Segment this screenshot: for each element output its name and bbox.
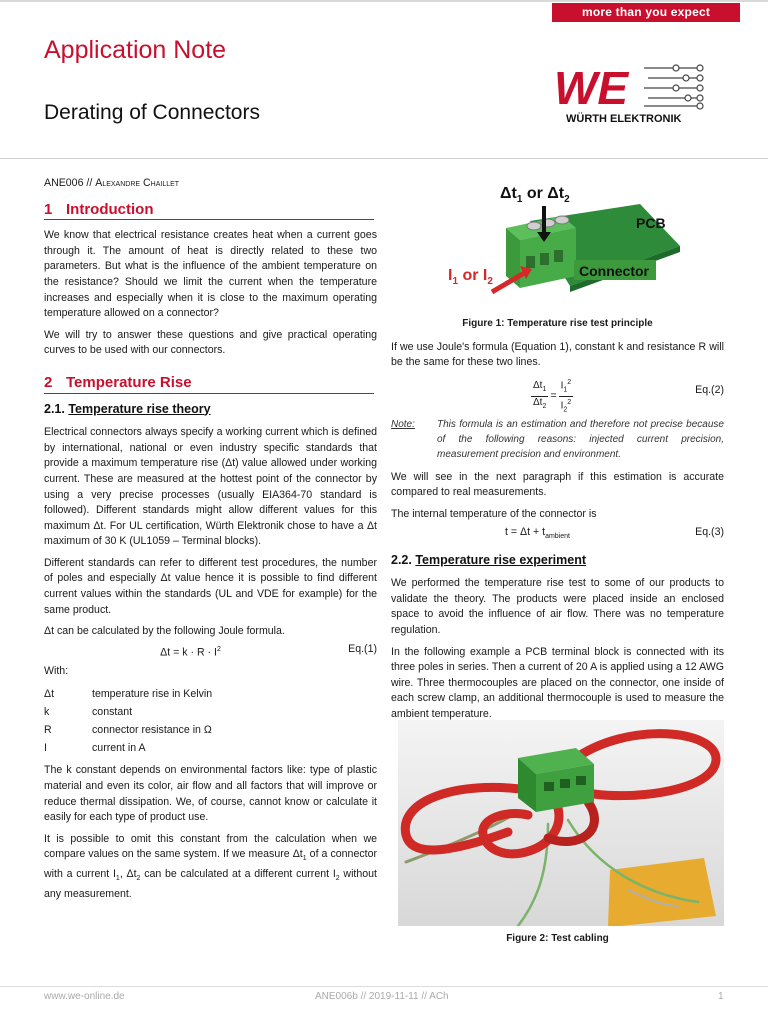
author-name: Alexandre Chaillet bbox=[95, 177, 180, 189]
equation-3-formula: $t = \Delta t + t_{ambient}$ bbox=[505, 525, 570, 540]
intro-paragraph-1: We know that electrical resistance creates heat when a current goes through it. The amount of heat is directly related to these two parameters. But what is the influence of the ambient temperature on the resistance? Should we limit the current when the temperature increases and especially when it is close to the maximum operating temperature allowed on a connector? bbox=[44, 229, 377, 320]
section-2-title: Temperature Rise bbox=[66, 373, 192, 391]
equation-1-formula: $\Delta t = k \cdot R \cdot I^2$ bbox=[160, 645, 221, 659]
pcb-label: PCB bbox=[636, 215, 666, 231]
note-block bbox=[391, 417, 724, 462]
doc-id: ANE006 // bbox=[44, 177, 93, 189]
footer-url[interactable]: www.we-online.de bbox=[44, 991, 125, 1002]
footer-rule bbox=[0, 986, 768, 987]
connector-label: Connector bbox=[579, 263, 649, 279]
current-label: $I_1$ or $I_2$ bbox=[448, 267, 493, 287]
doc-subtitle: Derating of Connectors bbox=[44, 101, 260, 124]
top-rule bbox=[0, 0, 768, 2]
footer-reference: ANE006b // 2019-11-11 // ACh bbox=[315, 991, 449, 1002]
note-label: Note: bbox=[391, 418, 415, 430]
figure-2-caption: Figure 2: Test cabling bbox=[506, 933, 609, 944]
right-column bbox=[391, 316, 724, 729]
section-2-heading bbox=[44, 375, 374, 394]
theory-paragraph-1: Electrical connectors always specify a working current which is defined by international, national or even industry specific standards that provide a maximum temperature rise (Δt) value allowed under working current. These are measured at the hottest point of the connector by using a very precise processes (usually EIA364-70 standard is followed). Different standards might allow different values for this maximum Δt. For UL certification, Würth Elektronik chose to have a Δt maximum of 30 K (UL1059 – Terminal blocks). bbox=[44, 426, 377, 548]
experiment-paragraph-1: We performed the temperature rise test to some of our products to validate the theory. The products were placed inside an enclosed space to avoid the influence of air flow. There was no temperature regulation. bbox=[391, 577, 724, 636]
subsection-2-2-title: Temperature rise experiment bbox=[415, 552, 587, 567]
subsection-2-1-heading bbox=[44, 402, 377, 418]
symbol-row: R connector resistance in Ω bbox=[44, 724, 212, 737]
kapton-tape bbox=[608, 858, 716, 926]
section-1-heading bbox=[44, 202, 374, 221]
subsection-2-2-heading bbox=[391, 553, 724, 569]
equation-2-label: Eq.(2) bbox=[695, 383, 724, 396]
symbol-row: I current in A bbox=[44, 742, 146, 755]
equation-2-formula: $\frac{\Delta t_1}{\Delta t_2}$ = $\frac{I_1^2}{I_2^2}$ bbox=[533, 378, 572, 414]
doc-type-title: Application Note bbox=[44, 36, 227, 64]
doc-meta bbox=[44, 176, 377, 192]
theory-paragraph-4: The k constant depends on environmental factors like: type of plastic material and even its color, air flow and all factors that will improve or reduce thermal dissipation. We, of course, cannot know or calculate it easily for each type of product use. bbox=[44, 764, 377, 824]
theory-paragraph-5: It is possible to omit this constant from the calculation when we compare values on the same system. If we measure $\Delta t_1$ of a connector with a current $I_1$, $\Delta t_2$ can be calculated at a different current $I_2$ without any measurement. bbox=[44, 832, 377, 900]
screw-1 bbox=[527, 222, 541, 230]
header-rule bbox=[0, 158, 768, 159]
symbol-row: Δt temperature rise in Kelvin bbox=[44, 688, 213, 701]
intro-paragraph-2: We will try to answer these questions and give practical operating curves to be used with our connectors. bbox=[44, 328, 377, 357]
left-column bbox=[44, 176, 377, 908]
wurth-logo bbox=[548, 58, 708, 126]
note-text: This formula is an estimation and therefore not precise because of the following reasons: injected current precision, measurement precision and environment. bbox=[437, 418, 724, 460]
symbol-list bbox=[44, 685, 377, 757]
equation-1 bbox=[44, 642, 377, 662]
section-2-number: 2 bbox=[44, 373, 53, 391]
theory-paragraph-3: Δt can be calculated by the following Joule formula. bbox=[44, 625, 285, 638]
logo-circuit-lines bbox=[644, 65, 703, 109]
equation-1-label: Eq.(1) bbox=[348, 642, 377, 655]
equation-3-label: Eq.(3) bbox=[695, 525, 724, 538]
with-label: With: bbox=[44, 664, 69, 677]
symbol-row: k constant bbox=[44, 706, 133, 719]
figure-2-photo bbox=[398, 720, 724, 926]
right-paragraph-3: The internal temperature of the connector is bbox=[391, 507, 597, 520]
footer-page-number: 1 bbox=[718, 991, 724, 1002]
section-1-number: 1 bbox=[44, 200, 53, 218]
figure-1-diagram bbox=[440, 176, 690, 314]
equation-2 bbox=[391, 377, 724, 414]
subsection-2-2-number: 2.2. bbox=[391, 552, 412, 567]
logo-text: WÜRTH ELEKTRONIK bbox=[566, 113, 682, 125]
subsection-2-1-title: Temperature rise theory bbox=[68, 401, 211, 416]
dt-label: $\Delta t_1$ or $\Delta t_2$ bbox=[500, 185, 570, 205]
subsection-2-1-number: 2.1. bbox=[44, 401, 65, 416]
screw-3 bbox=[555, 216, 569, 224]
equation-3 bbox=[391, 525, 724, 545]
logo-mark: WE bbox=[554, 62, 629, 114]
experiment-paragraph-2: In the following example a PCB terminal block is connected with its three poles in series. Then a current of 20 A is applied using a 12 AWG wire. Three thermocouples are placed on the connector, one inside of each screw clamp, an additional thermocouple is used to measure the ambient temperature. bbox=[391, 645, 724, 720]
tagline-banner: more than you expect bbox=[552, 3, 740, 22]
section-1-title: Introduction bbox=[66, 200, 154, 218]
theory-paragraph-2: Different standards can refer to different test procedures, the number of poles and especially Δt value hence it is possible to find different current values within the standards (UL and VDE for example) for the same product. bbox=[44, 556, 377, 616]
figure-1-caption: Figure 1: Temperature rise test principle bbox=[462, 318, 653, 329]
right-paragraph-1: If we use Joule's formula (Equation 1), constant k and resistance R will be the same for these two lines. bbox=[391, 340, 724, 369]
right-paragraph-2: We will see in the next paragraph if this estimation is accurate compared to real measurements. bbox=[391, 470, 724, 499]
